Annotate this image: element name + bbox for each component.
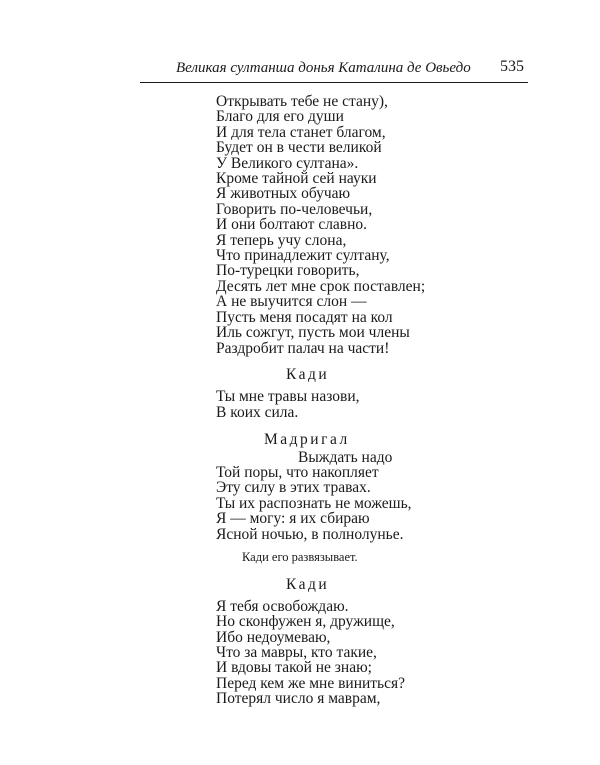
- verse-line: Ты мне травы назови,: [216, 388, 360, 406]
- verse-line: Кроме тайной сей науки: [216, 170, 377, 188]
- verse-line: Я животных обучаю: [216, 185, 351, 203]
- verse-line: Десять лет мне срок поставлен;: [216, 277, 426, 295]
- verse-line: Я — могу: я их сбираю: [216, 510, 370, 528]
- verse-line: Той поры, что накопляет: [216, 463, 379, 481]
- stage-direction: Кади его развязывает.: [242, 549, 358, 564]
- verse-line: Перед кем же мне виниться?: [216, 674, 406, 692]
- verse-line: Что принадлежит султану,: [216, 247, 390, 265]
- verse-line: Выждать надо: [298, 448, 393, 466]
- speaker-name: Мадригал: [264, 431, 350, 449]
- verse-line: Ибо недоумеваю,: [216, 628, 331, 646]
- running-header: [140, 58, 528, 83]
- verse-line: И они болтают славно.: [216, 216, 368, 234]
- speaker-name: Кади: [286, 365, 330, 383]
- verse-stanza-4: [216, 599, 576, 707]
- running-title: Великая султанша донья Каталина де Овьедо: [176, 60, 471, 76]
- verse-line: А не выучится слон —: [216, 293, 367, 311]
- verse-stanza-2: [216, 389, 576, 420]
- verse-stanza-1: [216, 94, 576, 356]
- page-number: 535: [500, 58, 524, 75]
- verse-line: Эту силу в этих травах.: [216, 479, 371, 497]
- verse-line: По-турецки говорить,: [216, 262, 360, 280]
- verse-line: Я тебя освобождаю.: [216, 597, 349, 615]
- verse-line: Говорить по-человечьи,: [216, 200, 373, 218]
- verse-line: Ты их распознать не можешь,: [216, 494, 412, 512]
- verse-line: Я теперь учу слона,: [216, 231, 347, 249]
- verse-line: Благо для его души: [216, 108, 344, 126]
- verse-line: И вдовы такой не знаю;: [216, 659, 372, 677]
- verse-line: Будет он в чести великой: [216, 139, 382, 157]
- verse-line: Ясной ночью, в полнолунье.: [216, 525, 404, 543]
- verse-stanza-3: [216, 450, 576, 542]
- verse-line: У Великого султана».: [216, 154, 359, 172]
- verse-line: Что за мавры, кто такие,: [216, 644, 377, 661]
- verse-text: [216, 94, 576, 707]
- verse-line: Пусть меня посадят на кол: [216, 308, 393, 326]
- verse-line: В коих сила.: [216, 403, 299, 421]
- verse-line: И для тела станет благом,: [216, 123, 386, 141]
- verse-line: Открывать тебе не стану),: [216, 93, 388, 110]
- verse-line: Раздробит палач на части!: [216, 339, 390, 357]
- verse-line: Но сконфужен я, дружище,: [216, 613, 395, 631]
- verse-line: Иль сожгут, пусть мои члены: [216, 324, 410, 342]
- verse-line: Потерял число я маврам,: [216, 690, 381, 708]
- speaker-name: Кади: [286, 576, 330, 594]
